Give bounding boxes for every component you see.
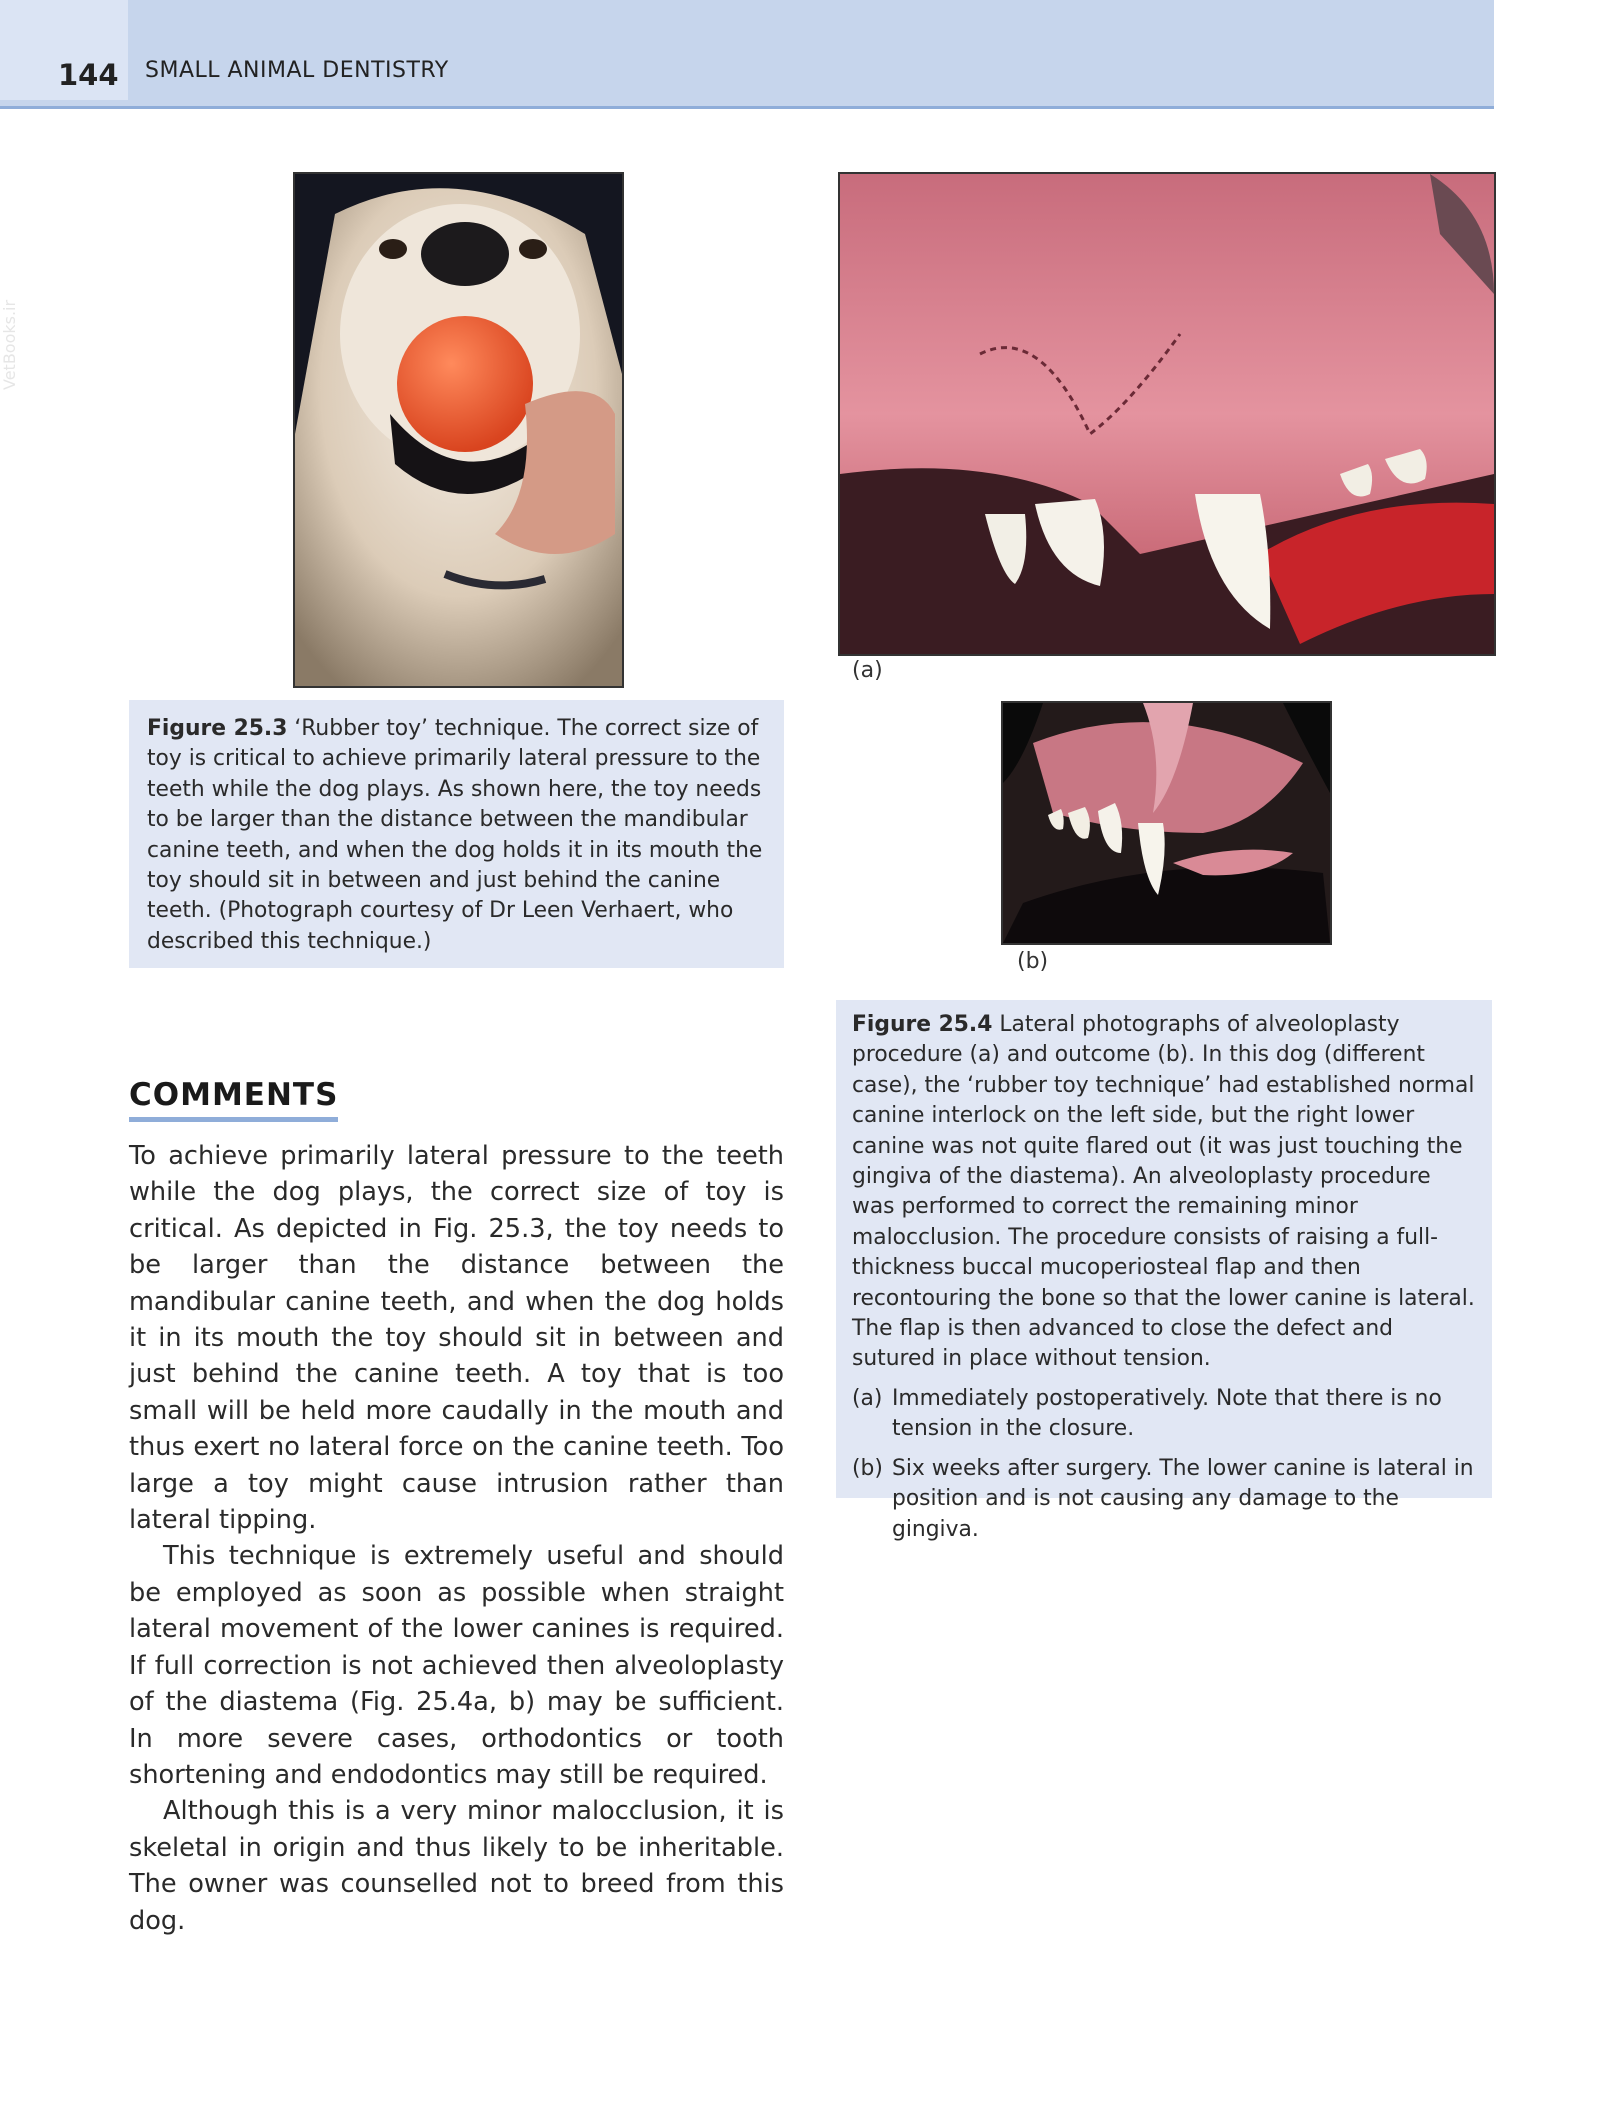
caption-item-marker: (b)	[852, 1455, 883, 1481]
comments-paragraph: To achieve primarily lateral pressure to the teeth while the dog plays, the correct size of toy is critical. As depicted in Fig. 25.3, the toy needs to be larger than the distance between the mandibular canine teeth, and when the dog holds it in its mouth the toy should sit in between and just behind the canine teeth. A toy that is too small will be held more caudally in the mouth and thus exert no lateral force on the canine teeth. Too large a toy might cause intrusion rather than lateral tipping.	[129, 1141, 784, 1536]
caption-item-b	[852, 1454, 1476, 1545]
running-header	[0, 0, 1494, 109]
caption-item-marker: (a)	[852, 1385, 883, 1411]
figure-25-4b-label: (b)	[1017, 949, 1049, 974]
watermark: VetBooks.ir	[0, 299, 19, 390]
caption-item-text: Six weeks after surgery. The lower canine is lateral in position and is not causing any damage to the gingiva.	[892, 1455, 1474, 1542]
comments-paragraph: Although this is a very minor malocclusion, it is skeletal in origin and thus likely to be inheritable. The owner was counselled not to breed from this dog.	[129, 1796, 784, 1936]
figure-25-3-caption	[129, 700, 784, 968]
comments-body	[129, 1138, 784, 1939]
figure-25-4a-label: (a)	[852, 658, 883, 683]
running-title: SMALL ANIMAL DENTISTRY	[145, 58, 449, 83]
page-number: 144	[58, 58, 119, 92]
figure-25-4-caption	[836, 1000, 1492, 1542]
figure-25-4b-photo	[1001, 701, 1332, 945]
comments-paragraph: This technique is extremely useful and should be employed as soon as possible when straight lateral movement of the lower canines is required. If full correction is not achieved then alveoloplasty of the diastema (Fig. 25.4a, b) may be sufficient. In more severe cases, orthodontics or tooth shortening and endodontics may still be required.	[129, 1541, 784, 1790]
figure-25-3-label: Figure 25.3	[147, 716, 288, 741]
figure-25-4-label: Figure 25.4	[852, 1012, 993, 1037]
caption-item-text: Immediately postoperatively. Note that there is no tension in the closure.	[892, 1385, 1442, 1442]
page-number-box	[0, 0, 128, 100]
figure-25-3-caption-text: ‘Rubber toy’ technique. The correct size of toy is critical to achieve primarily lateral pressure to the teeth while the dog plays. As shown here, the toy needs to be larger than the distance between the mandibular canine teeth, and when the dog holds it in its mouth the toy should sit in between and just behind the canine teeth. (Photograph courtesy of Dr Leen Verhaert, who described this technique.)	[147, 716, 763, 954]
figure-25-4a-photo	[838, 172, 1496, 656]
figure-25-4-caption-text: Lateral photographs of alveoloplasty procedure (a) and outcome (b). In this dog (different case), the ‘rubber toy technique’ had established normal canine interlock on the left side, but the right lower canine was not quite flared out (it was just touching the gingiva of the diastema). An alveoloplasty procedure was performed to correct the remaining minor malocclusion. The procedure consists of raising a full-thickness buccal mucoperiosteal flap and then recontouring the bone so that the lower canine is lateral. The flap is then advanced to close the defect and sutured in place without tension.	[852, 1012, 1475, 1372]
figure-25-3-photo	[293, 172, 624, 688]
caption-item-a	[852, 1384, 1476, 1445]
comments-heading: COMMENTS	[129, 1077, 338, 1122]
